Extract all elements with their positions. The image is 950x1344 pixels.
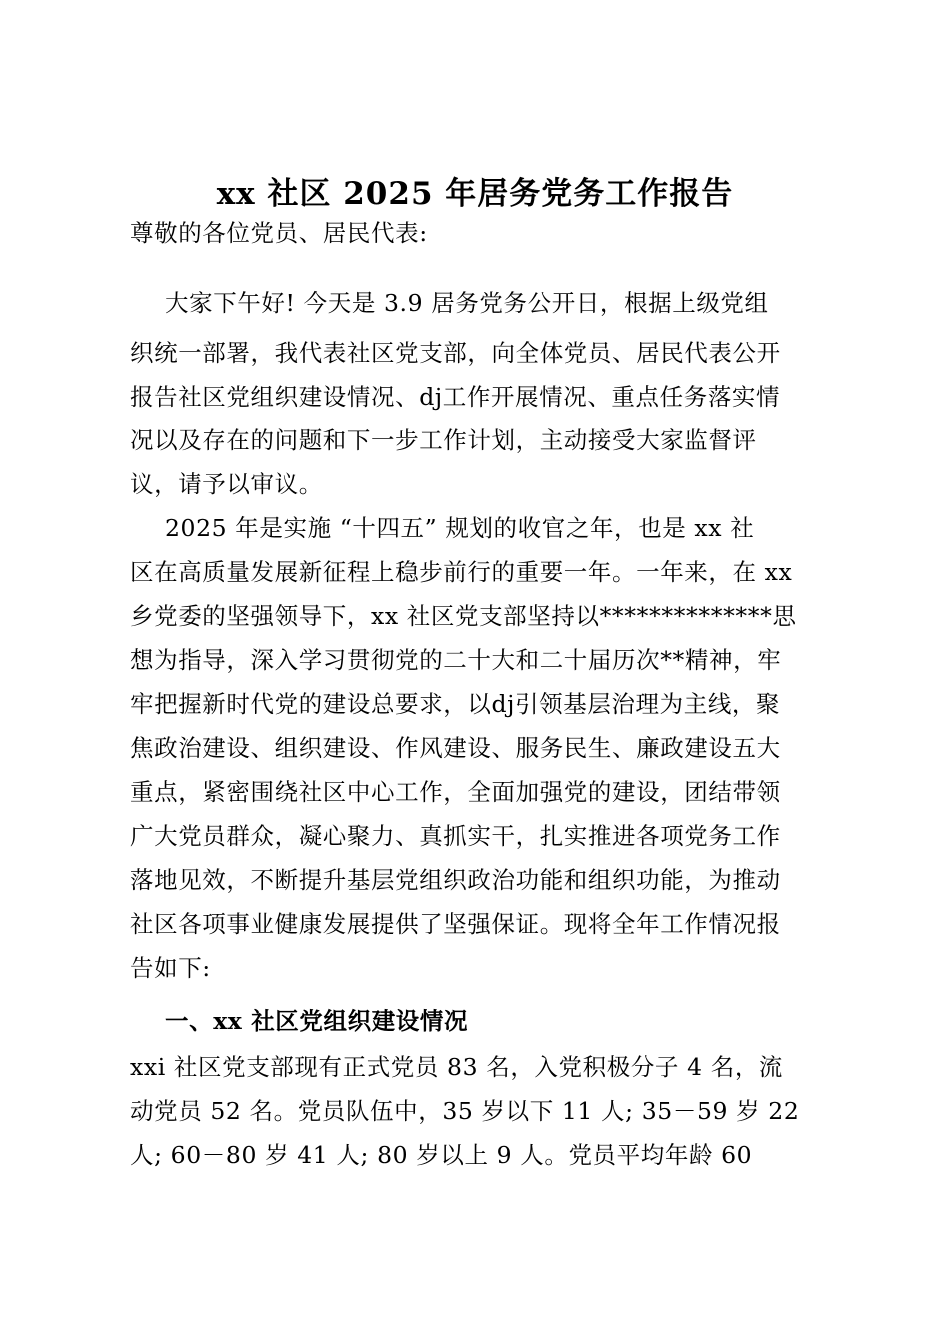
- paragraph2-line: 重点，紧密围绕社区中心工作，全面加强党的建设，团结带领: [130, 778, 781, 806]
- paragraph2-line: 2025 年是实施 “十四五” 规划的收官之年，也是 xx 社: [165, 514, 755, 542]
- paragraph1-line: 织统一部署，我代表社区党支部，向全体党员、居民代表公开: [130, 339, 781, 367]
- section1-line: 人; 60－80 岁 41 人; 80 岁以上 9 人。党员平均年龄 60: [130, 1141, 753, 1169]
- paragraph2-line: 广大党员群众，凝心聚力、真抓实干，扎实推进各项党务工作: [130, 822, 781, 850]
- paragraph2-line: 区在高质量发展新征程上稳步前行的重要一年。一年来，在 xx: [130, 558, 793, 586]
- paragraph2-line: 落地见效，不断提升基层党组织政治功能和组织功能，为推动: [130, 866, 781, 894]
- paragraph2-line: 牢把握新时代党的建设总要求，以dj引领基层治理为主线，聚: [130, 690, 781, 718]
- paragraph1-line: 大家下午好! 今天是 3.9 居务党务公开日，根据上级党组: [165, 289, 769, 317]
- paragraph1-line: 议，请予以审议。: [130, 470, 323, 498]
- section1-line: 动党员 52 名。党员队伍中，35 岁以下 11 人; 35－59 岁 22: [130, 1097, 800, 1125]
- section-heading: 一、xx 社区党组织建设情况: [165, 1007, 469, 1035]
- paragraph2-line: 焦政治建设、组织建设、作风建设、服务民生、廉政建设五大: [130, 734, 781, 762]
- paragraph2-line: 社区各项事业健康发展提供了坚强保证。现将全年工作情况报: [130, 910, 781, 938]
- section1-line: xxi 社区党支部现有正式党员 83 名，入党积极分子 4 名，流: [130, 1053, 784, 1081]
- document-title: xx 社区 2025 年居务党务工作报告: [216, 176, 734, 212]
- paragraph1-line: 况以及存在的问题和下一步工作计划，主动接受大家监督评: [130, 426, 757, 454]
- paragraph2-line: 告如下:: [130, 954, 211, 982]
- salutation: 尊敬的各位党员、居民代表:: [130, 219, 428, 247]
- paragraph1-line: 报告社区党组织建设情况、dj工作开展情况、重点任务落实情: [130, 383, 781, 411]
- paragraph2-line: 乡党委的坚强领导下，xx 社区党支部坚持以**************思: [130, 602, 797, 630]
- paragraph2-line: 想为指导，深入学习贯彻党的二十大和二十届历次**精神，牢: [130, 646, 782, 674]
